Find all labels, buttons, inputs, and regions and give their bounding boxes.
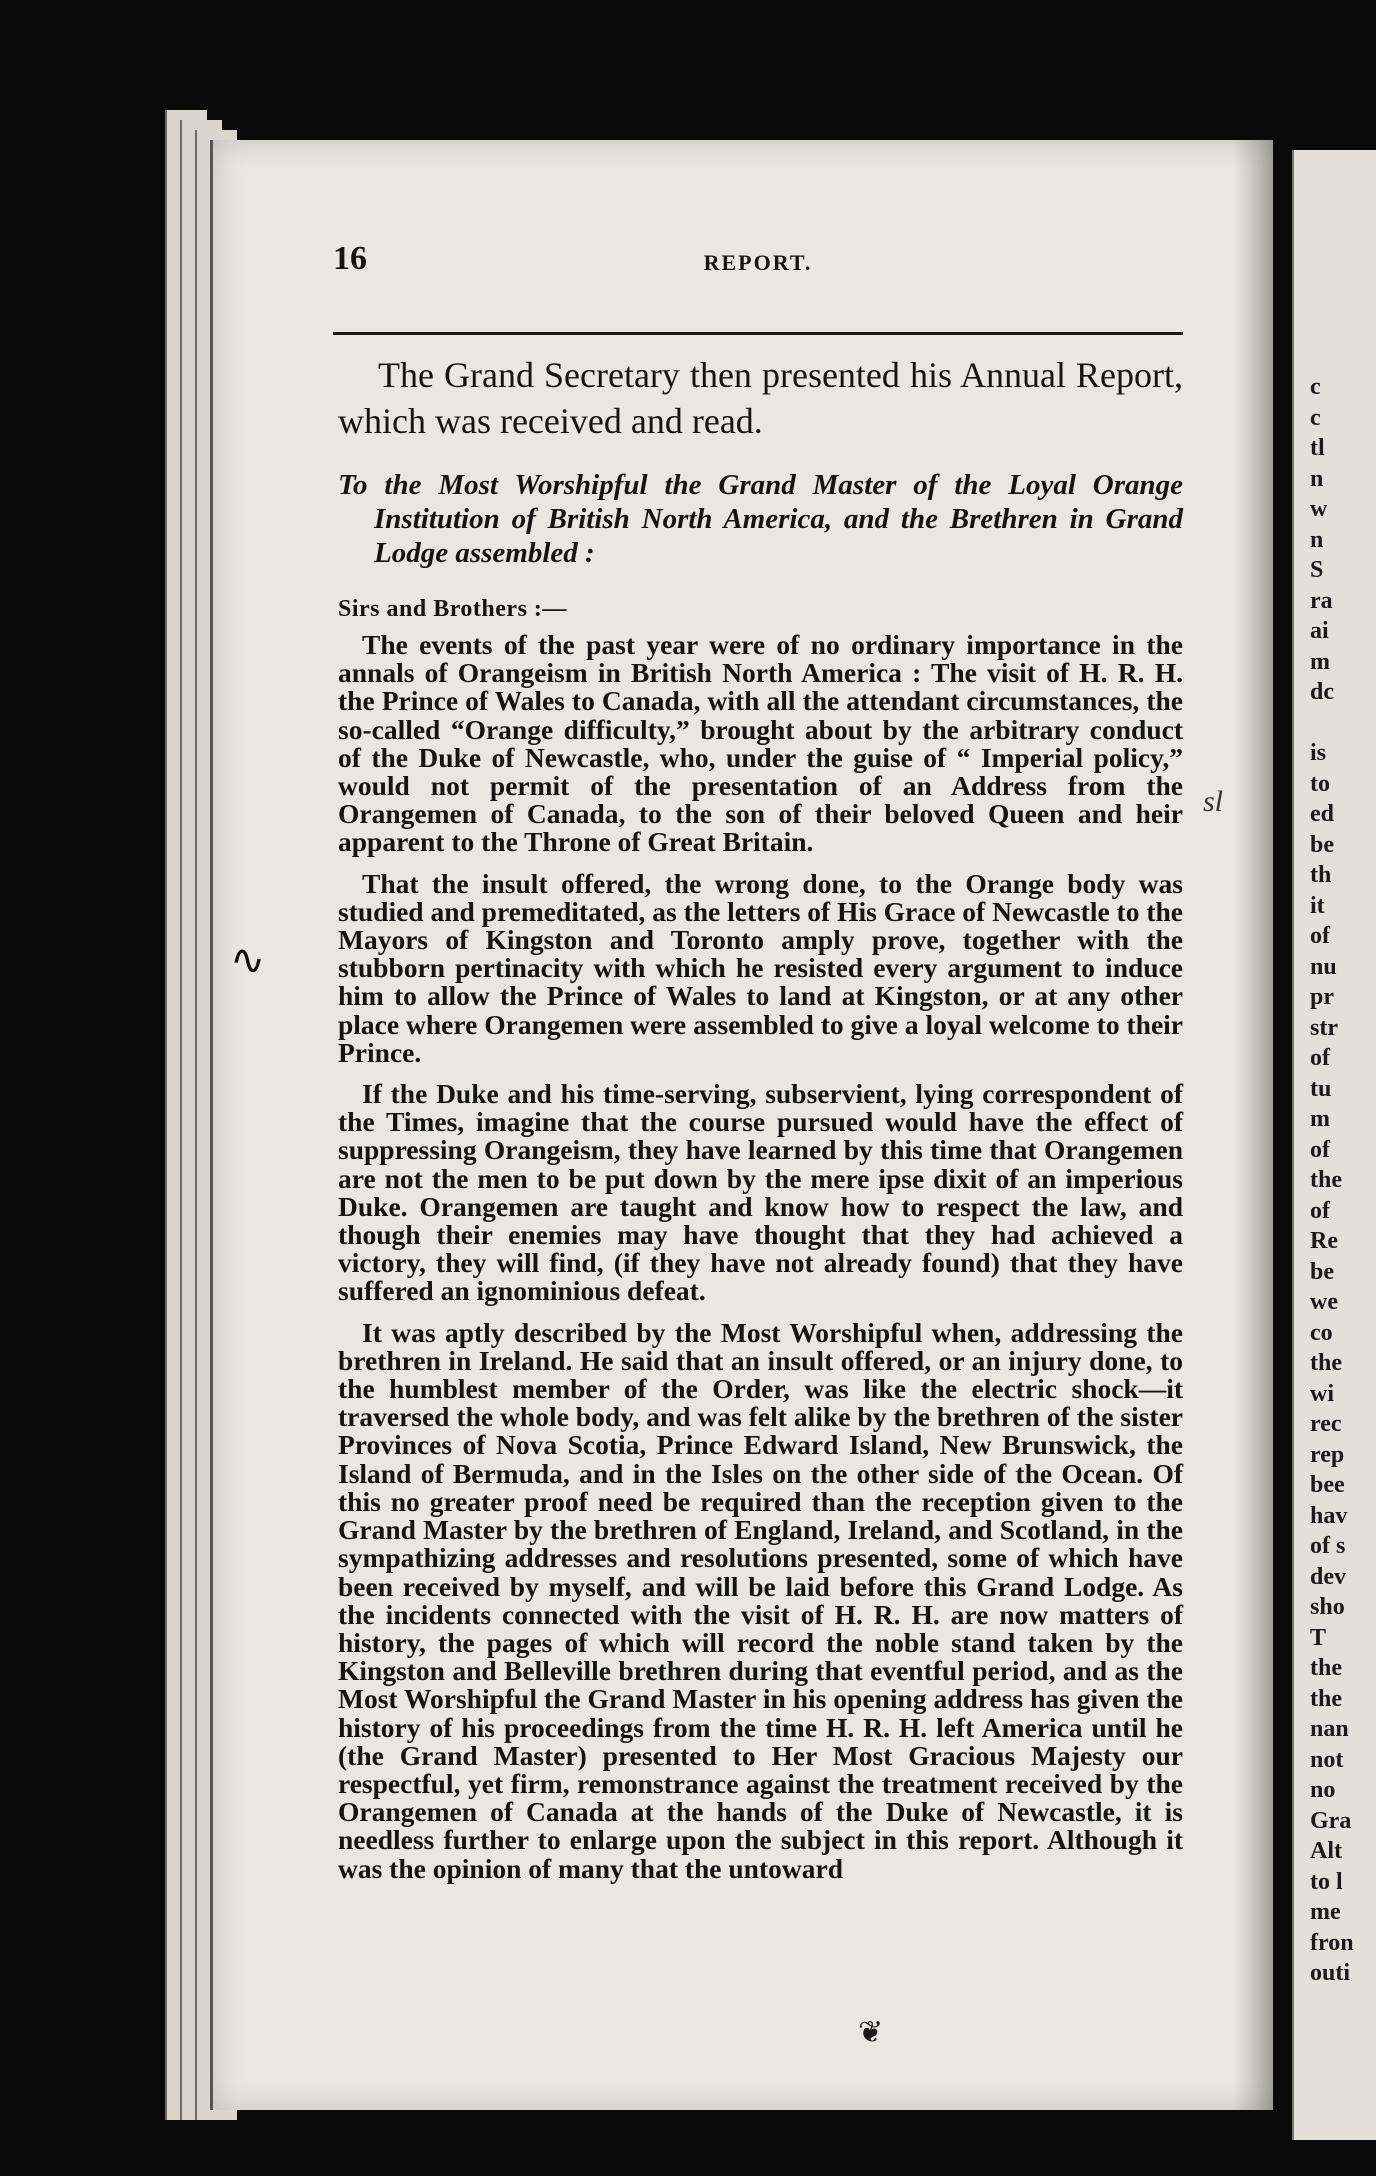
adjacent-page-line-fragment: to <box>1310 770 1330 797</box>
adjacent-page-line-fragment: hav <box>1310 1502 1348 1529</box>
adjacent-page-line-fragment: dev <box>1310 1563 1346 1590</box>
adjacent-page-line-fragment: rep <box>1310 1441 1345 1468</box>
adjacent-page-line-fragment: m <box>1310 1106 1330 1132</box>
adjacent-page-line-fragment: tl <box>1310 435 1325 461</box>
adjacent-page-line-fragment: dc <box>1310 679 1334 705</box>
adjacent-page-line-fragment: the <box>1310 1350 1342 1376</box>
adjacent-page-line-fragment <box>1294 708 1376 739</box>
adjacent-page-line-fragment: nan <box>1310 1716 1349 1742</box>
adjacent-page-text <box>1294 150 1376 1989</box>
page-header <box>333 240 1183 280</box>
adjacent-page-line-fragment: sho <box>1310 1594 1345 1620</box>
adjacent-page-line-fragment: me <box>1310 1899 1341 1925</box>
body-paragraph: That the insult offered, the wrong done, to the Orange body was studied and premeditated, as the letters of His Grace of Newcastle to the Mayors of Kingston and Toronto amply prove, together with the stubborn pertinacity with which he resisted every argument to induce him to allow the Prince of Wales to land at Kingston, or at any other place where Orangemen were assembled to give a loyal welcome to their Prince. <box>338 867 1183 1068</box>
page-body <box>338 352 1183 1896</box>
adjacent-page-line-fragment: of <box>1310 923 1330 949</box>
adjacent-page-line-fragment: to l <box>1310 1868 1343 1895</box>
header-rule <box>333 332 1183 335</box>
printer-ornament: ❦ <box>858 2016 884 2049</box>
adjacent-page-line-fragment: of <box>1310 1136 1330 1163</box>
adjacent-page-line-fragment: m <box>1310 648 1330 675</box>
adjacent-page-line-fragment: Alt <box>1310 1838 1342 1864</box>
adjacent-page-line-fragment: pr <box>1310 984 1334 1010</box>
book-page <box>210 140 1273 2110</box>
intro-paragraph: The Grand Secretary then presented his Annual Report, which was received and read. <box>338 355 1183 441</box>
adjacent-page-line-fragment: c <box>1310 404 1321 431</box>
adjacent-page-line-fragment: T <box>1310 1624 1327 1651</box>
adjacent-page-edge <box>1292 150 1376 2140</box>
address-heading: To the Most Worshipful the Grand Master of the Loyal Orange Institution of British North America, and the Brethren in Grand Lodge assembled : <box>338 469 1183 569</box>
adjacent-page-line-fragment: wi <box>1310 1380 1334 1407</box>
adjacent-page-line-fragment: fron <box>1310 1929 1354 1956</box>
adjacent-page-line-fragment: be <box>1310 831 1334 858</box>
gutter-shadow <box>1233 140 1273 2110</box>
handwritten-margin-note: sl <box>1203 785 1224 818</box>
ink-smudge: ∿ <box>230 938 266 984</box>
salutation: Sirs and Brothers :— <box>338 596 567 622</box>
adjacent-page-line-fragment: be <box>1310 1258 1334 1285</box>
adjacent-page-line-fragment: it <box>1310 892 1325 919</box>
adjacent-page-line-fragment: bee <box>1310 1472 1345 1498</box>
adjacent-page-line-fragment: of <box>1310 1045 1330 1071</box>
adjacent-page-line-fragment: of <box>1310 1197 1330 1224</box>
adjacent-page-line-fragment: nu <box>1310 953 1337 980</box>
adjacent-page-line-fragment: w <box>1310 496 1328 522</box>
adjacent-page-line-fragment: not <box>1310 1746 1344 1773</box>
adjacent-page-line-fragment: n <box>1310 526 1324 553</box>
adjacent-page-line-fragment: tu <box>1310 1075 1332 1102</box>
adjacent-page-line-fragment: rec <box>1310 1411 1342 1437</box>
body-paragraph: If the Duke and his time-serving, subservient, lying correspondent of the Times, imagine that the course pursued would have the effect of suppressing Orangeism, they have learned by this time that Orangemen are not the men to be put down by the mere ipse dixit of an imperious Duke. Orangemen are taught and know how to respect the law, and though their enemies may have thought that they had achieved a victory, they will find, (if they have not already found) that they have suffered an ignominious defeat. <box>338 1078 1183 1307</box>
adjacent-page-line-fragment: the <box>1310 1655 1342 1681</box>
adjacent-page-line-fragment: S <box>1310 557 1324 583</box>
body-paragraph: The events of the past year were of no ordinary importance in the annals of Orangeism in British North America : The visit of H. R. H. the Prince of Wales to Canada, with all the attendant circumstances, the so-called “Orange difficulty,” brought about by the arbitrary conduct of the Duke of Newcastle, who, under the guise of “ Imperial policy,” would not permit of the presentation of an Address from the Orangemen of Canada, to the son of their beloved Queen and heir apparent to the Throne of Great Britain. <box>338 629 1183 858</box>
page-number: 16 <box>333 240 367 277</box>
adjacent-page-line-fragment: we <box>1310 1289 1338 1315</box>
adjacent-page-line-fragment: ed <box>1310 801 1334 827</box>
adjacent-page-line-fragment: is <box>1310 740 1327 766</box>
adjacent-page-line-fragment: ai <box>1310 618 1329 644</box>
adjacent-page-line-fragment: the <box>1310 1167 1342 1193</box>
adjacent-page-line-fragment: c <box>1310 374 1321 400</box>
adjacent-page-line-fragment: n <box>1310 465 1324 492</box>
adjacent-page-line-fragment: ra <box>1310 587 1333 614</box>
running-head: REPORT. <box>703 250 813 275</box>
adjacent-page-line-fragment: the <box>1310 1685 1342 1712</box>
body-paragraph: It was aptly described by the Most Worshipful when, addressing the brethren in Ireland. He said that an insult offered, or an injury done, to the humblest member of the Order, was like the electric shock—it traversed the whole body, and was felt alike by the brethren of the sister Provinces of Nova Scotia, Prince Edward Island, New Brunswick, the Island of Bermuda, and in the Isles on the other side of the Ocean. Of this no greater proof need be required than the reception given to the Grand Master by the brethren of England, Ireland, and Scotland, in the sympathizing addresses and resolutions presented, some of which have been received by myself, and will be laid before this Grand Lodge. As the incidents connected with the visit of H. R. H. are now matters of history, the pages of which will record the noble stand taken by the Kingston and Belleville brethren during that eventful period, and as the Most Worshipful the Grand Master in his opening address has given the history of his proceedings from the time H. R. H. left America until he (the Grand Master) presented to Her Most Gracious Majesty our respectful, yet firm, remonstrance against the treatment received by the Orangemen of Canada at the hands of the Duke of Newcastle, it is needless further to enlarge upon the subject in this report. Although it was the opinion of many that the untoward <box>338 1316 1183 1884</box>
adjacent-page-line-fragment: Gra <box>1310 1807 1352 1834</box>
adjacent-page-line-fragment: outi <box>1310 1960 1351 1986</box>
adjacent-page-line-fragment: of s <box>1310 1533 1346 1559</box>
adjacent-page-line-fragment: str <box>1310 1014 1338 1041</box>
adjacent-page-line-fragment: Re <box>1310 1228 1338 1254</box>
adjacent-page-line-fragment: th <box>1310 862 1332 888</box>
adjacent-page-line-fragment: co <box>1310 1319 1333 1346</box>
adjacent-page-line-fragment: no <box>1310 1777 1336 1803</box>
